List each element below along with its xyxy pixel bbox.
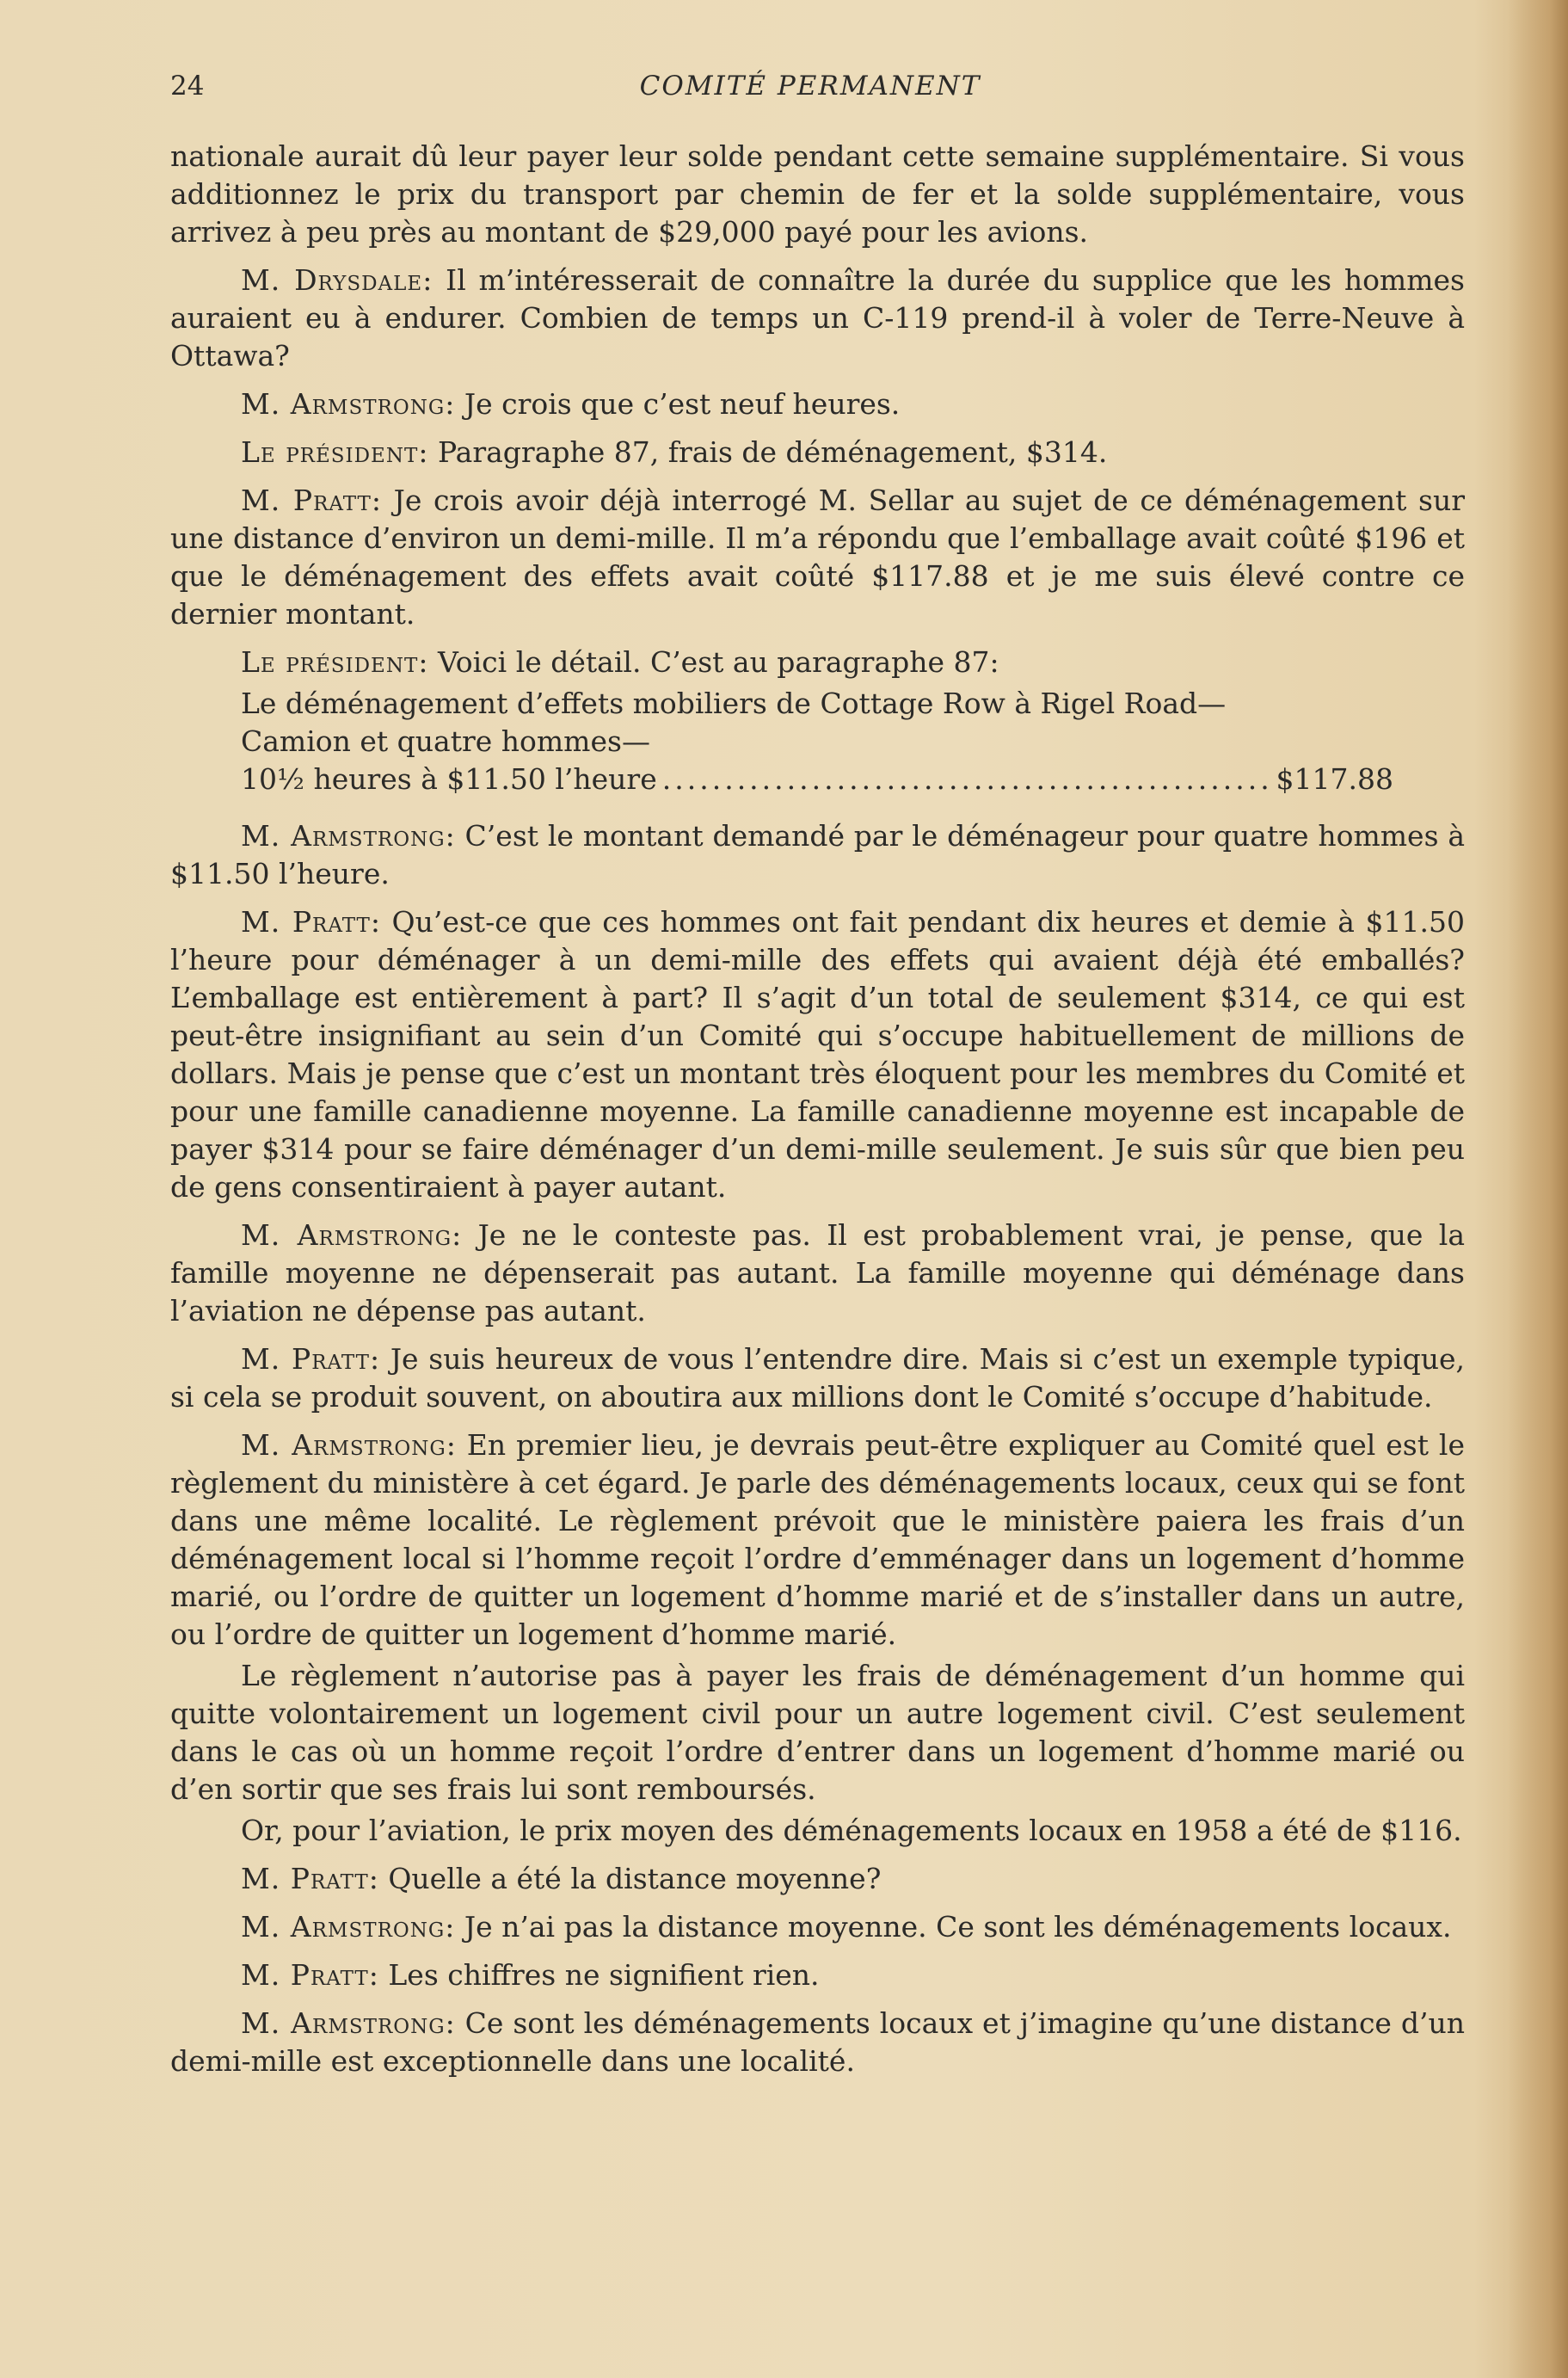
speaker-name: M. Pratt: <box>241 484 382 517</box>
paragraph-text: Voici le détail. C’est au paragraphe 87: <box>437 645 999 679</box>
speaker-name: M. Armstrong: <box>241 1428 457 1462</box>
speaker-name: M. Armstrong: <box>241 2006 456 2040</box>
paragraph <box>170 1812 1465 1850</box>
paragraph-text: Le règlement n’autorise pas à payer les frais de déménagement d’un homme qui quitte volontairement un logement civil pour un autre logement civil. C’est seulement dans le cas où un homme reçoit l’ordre d’entrer dans un logement d’homme marié ou d’en sortir que ses frais lui sont remboursés. <box>170 1659 1465 1806</box>
paragraph-text: Quelle a été la distance moyenne? <box>388 1862 882 1895</box>
quote-amount-value: $117.88 <box>1276 762 1393 796</box>
page-edge-shadow <box>1508 0 1568 2378</box>
paragraph <box>170 1657 1465 1808</box>
paragraph-text: Je suis heureux de vous l’entendre dire. Mais si c’est un exemple typique, si cela se produit souvent, on aboutira aux millions dont le Comité s’occupe d’habitude. <box>170 1342 1465 1414</box>
paragraph-text: Or, pour l’aviation, le prix moyen des déménagements locaux en 1958 a été de $116. <box>241 1814 1462 1847</box>
quote-amount-row <box>241 761 1393 798</box>
paragraph <box>170 385 1465 423</box>
paragraph-text: Il m’intéresserait de connaître la durée du supplice que les hommes auraient eu à endurer. Combien de temps un C-119 prend-il à voler de Terre-Neuve à Ottawa? <box>170 263 1465 373</box>
paragraph <box>170 1956 1465 1994</box>
paragraph-text: Je n’ai pas la distance moyenne. Ce sont les déménagements locaux. <box>464 1910 1452 1944</box>
quoted-detail <box>241 685 1465 798</box>
quote-line: Le déménagement d’effets mobiliers de Cottage Row à Rigel Road— <box>241 687 1227 720</box>
dot-leader <box>662 761 1271 798</box>
paragraph <box>170 1217 1465 1330</box>
paragraph-text: C’est le montant demandé par le déménageur pour quatre hommes à $11.50 l’heure. <box>170 819 1466 890</box>
paragraph <box>170 482 1465 633</box>
body-text <box>170 138 1465 2091</box>
running-title: COMITÉ PERMANENT <box>639 71 981 102</box>
paragraph-text: nationale aurait dû leur payer leur solde pendant cette semaine supplémentaire. Si vous additionnez le prix du transport par chemin de fer et la solde supplémentaire, vous arrivez à peu près au montant de $29,000 payé pour les avions. <box>170 139 1465 249</box>
paragraph <box>170 1908 1465 1946</box>
paragraph-text: En premier lieu, je devrais peut-être expliquer au Comité quel est le règlement du ministère à cet égard. Je parle des déménagements locaux, ceux qui se font dans une même localité. Le règlement prévoit que le ministère paiera les frais d’un déménagement local si l’homme reçoit l’ordre d’emménager dans un logement d’homme marié, ou l’ordre de quitter un logement d’homme marié et de s’installer dans un autre, ou l’ordre de quitter un logement d’homme marié. <box>170 1428 1466 1651</box>
paragraph <box>170 1860 1465 1898</box>
paragraph-text: Je crois avoir déjà interrogé M. Sellar au sujet de ce déménagement sur une distance d’environ un demi-mille. Il m’a répondu que l’emballage avait coûté $196 et que le déménagement des effets avait coûté $117.88 et je me suis élevé contre ce dernier montant. <box>170 484 1465 631</box>
paragraph <box>170 434 1465 471</box>
speaker-name: M. Armstrong: <box>241 1218 463 1252</box>
speaker-name: M. Pratt: <box>241 1958 379 1992</box>
paragraph <box>170 138 1465 251</box>
paragraph <box>170 1340 1465 1416</box>
paragraph-text: Ce sont les déménagements locaux et j’imagine qu’une distance d’un demi-mille est exceptionnelle dans une localité. <box>170 2006 1465 2078</box>
paragraph <box>170 2005 1465 2080</box>
paragraph <box>170 1426 1465 1654</box>
paragraph <box>170 262 1465 375</box>
paragraph-text: Qu’est-ce que ces hommes ont fait pendant dix heures et demie à $11.50 l’heure pour déménager à un demi-mille des effets qui avaient déjà été emballés? L’emballage est entièrement à part? Il s’agit d’un total de seulement $314, ce qui est peut-être insignifiant au sein d’un Comité qui s’occupe habituellement de millions de dollars. Mais je pense que c’est un montant très éloquent pour les membres du Comité et pour une famille canadienne moyenne. La famille canadienne moyenne est incapable de payer $314 pour se faire déménager d’un demi-mille seulement. Je suis sûr que bien peu de gens consentiraient à payer autant. <box>170 905 1465 1204</box>
paragraph-text: Paragraphe 87, frais de déménagement, $314. <box>437 435 1108 469</box>
page-header <box>170 71 1450 108</box>
speaker-name: M. Armstrong: <box>241 1910 456 1944</box>
paragraph <box>170 817 1465 893</box>
paragraph-text: Je ne le conteste pas. Il est probablement vrai, je pense, que la famille moyenne ne dépenserait pas autant. La famille moyenne qui déménage dans l’aviation ne dépense pas autant. <box>170 1218 1466 1328</box>
paragraph <box>170 903 1465 1206</box>
speaker-name: M. Armstrong: <box>241 387 456 421</box>
speaker-name: M. Armstrong: <box>241 819 456 853</box>
page-number: 24 <box>170 71 205 102</box>
paragraph-text: Les chiffres ne signifient rien. <box>388 1958 820 1992</box>
speaker-name: M. Pratt: <box>241 1342 381 1376</box>
speaker-name: M. Pratt: <box>241 1862 379 1895</box>
speaker-name: M. Drysdale: <box>241 263 434 297</box>
quote-line: Camion et quatre hommes— <box>241 724 650 758</box>
speaker-name: Le président: <box>241 435 429 469</box>
speaker-name: M. Pratt: <box>241 905 381 939</box>
speaker-name: Le président: <box>241 645 429 679</box>
paragraph-text: Je crois que c’est neuf heures. <box>464 387 901 421</box>
paragraph <box>170 644 1465 681</box>
quote-amount-label: 10½ heures à $11.50 l’heure <box>241 762 657 796</box>
